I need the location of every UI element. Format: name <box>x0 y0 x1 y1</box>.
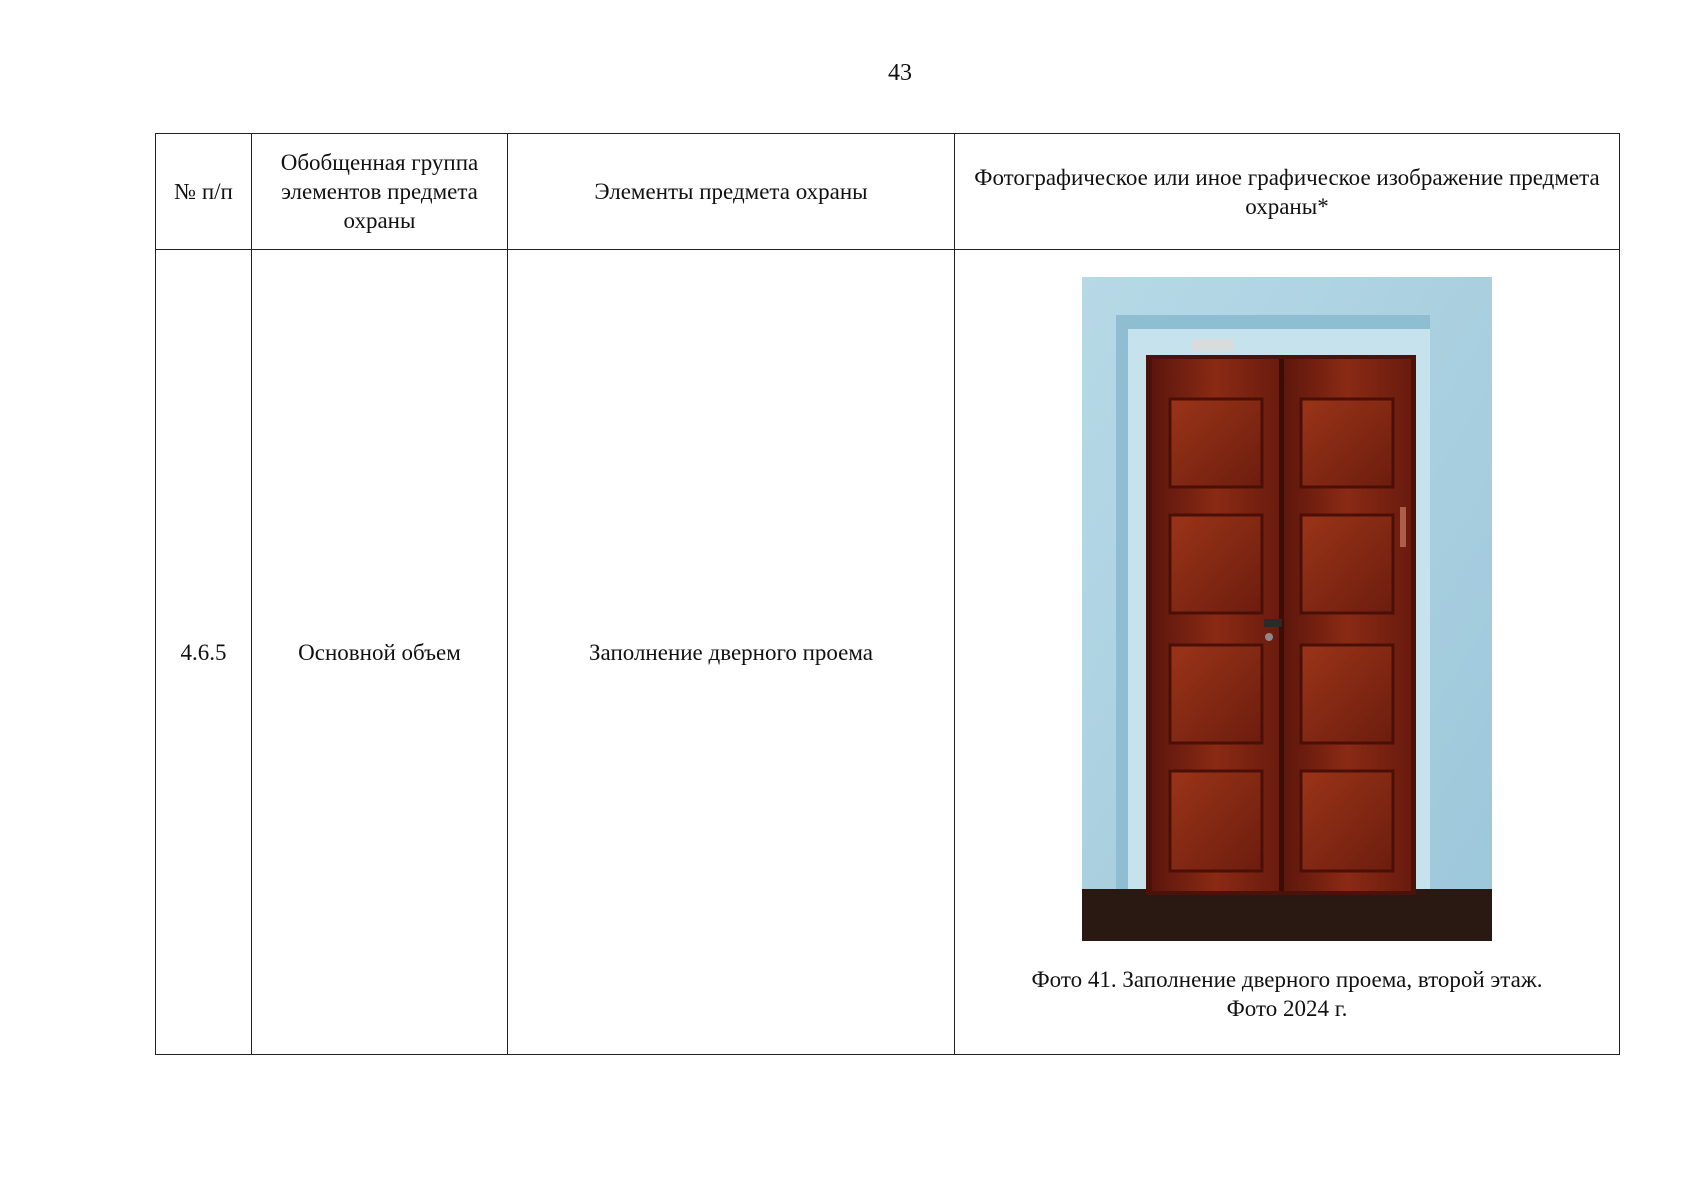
photo-caption-line1: Фото 41. Заполнение дверного проема, второй этаж. <box>1031 967 1543 992</box>
header-elements: Элементы предмета охраны <box>508 134 955 250</box>
cell-group: Основной объем <box>252 250 508 1055</box>
page-number: 43 <box>888 60 912 86</box>
door-photo <box>1082 277 1492 941</box>
cell-element: Заполнение дверного проема <box>508 250 955 1055</box>
table-header-row <box>156 134 1620 250</box>
photo-caption-line2: Фото 2024 г. <box>1226 996 1348 1021</box>
header-photo: Фотографическое или иное графическое изображение предмета охраны* <box>955 134 1620 250</box>
cell-num: 4.6.5 <box>156 250 252 1055</box>
photo-caption <box>955 965 1619 1023</box>
protection-elements-table <box>155 133 1620 1055</box>
table-row <box>156 250 1620 1055</box>
header-num: № п/п <box>156 134 252 250</box>
cell-photo <box>955 250 1620 1055</box>
header-group: Обобщенная группа элементов предмета охраны <box>252 134 508 250</box>
